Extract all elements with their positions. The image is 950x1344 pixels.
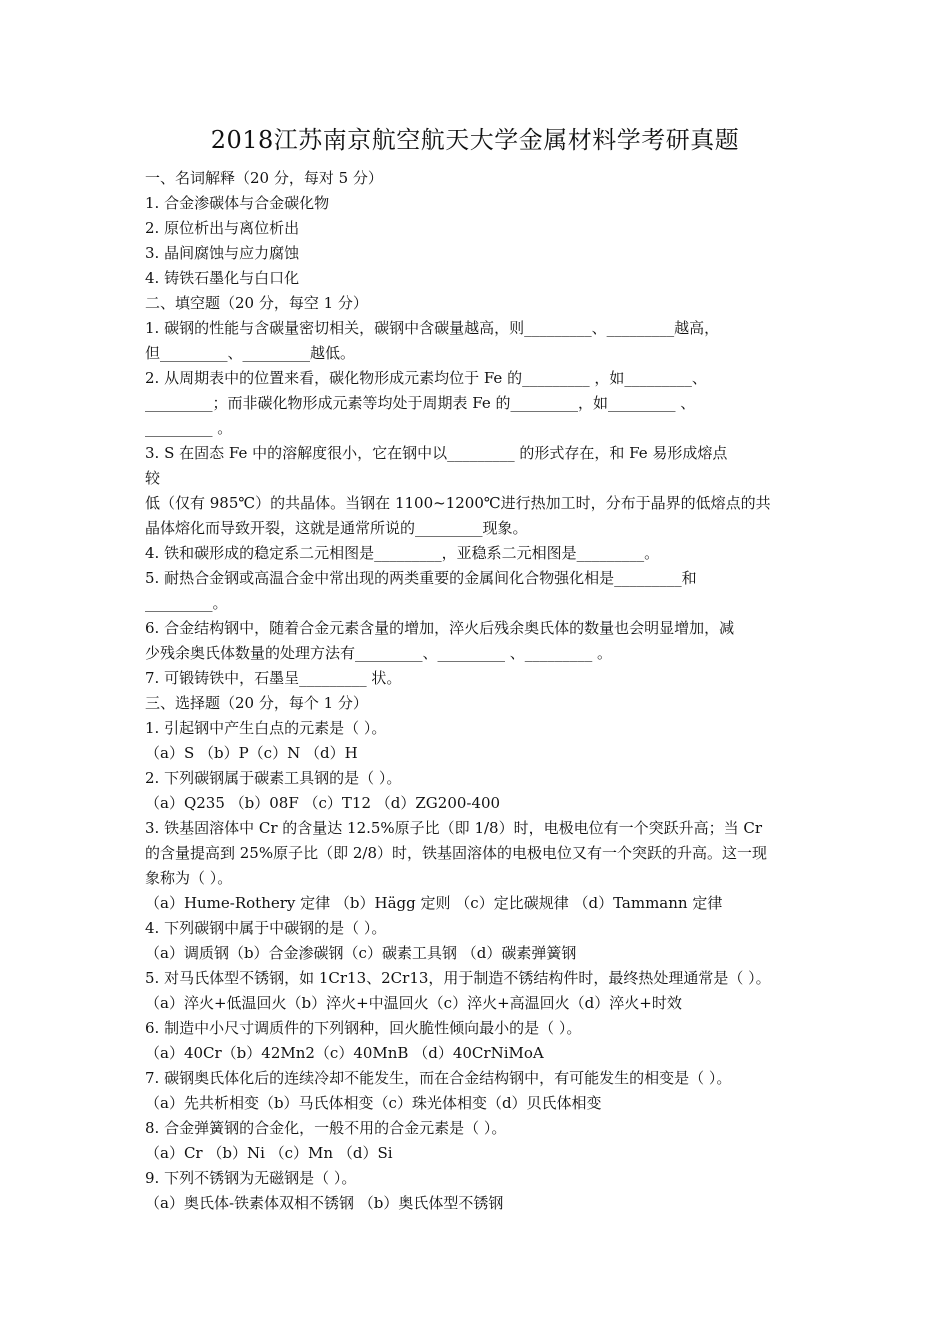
text-line: 4. 铁和碳形成的稳定系二元相图是_________，亚稳系二元相图是_________。: [145, 544, 660, 562]
text-line: （a）Hume-Rothery 定律 （b）Hägg 定则 （c）定比碳规律 （d）Tammann 定律: [145, 894, 723, 912]
text-line: 一、名词解释（20 分，每对 5 分）: [145, 169, 383, 187]
text-line: （a）Q235 （b）08F （c）T12 （d）ZG200-400: [145, 794, 501, 812]
text-line: 7. 碳钢奥氏体化后的连续冷却不能发生，而在合金结构钢中，有可能发生的相变是（ ）。: [145, 1069, 732, 1087]
text-line: 1. 碳钢的性能与含碳量密切相关，碳钢中含碳量越高，则_________、_________越高，: [145, 319, 720, 337]
text-line: （a）调质钢（b）合金渗碳钢（c）碳素工具钢 （d）碳素弹簧钢: [145, 944, 577, 962]
text-line: 5. 对马氏体型不锈钢，如 1Cr13、2Cr13，用于制造不锈结构件时，最终热处理通常是（ ）。: [145, 969, 771, 987]
text-line: 6. 制造中小尺寸调质件的下列钢种，回火脆性倾向最小的是（ ）。: [145, 1019, 582, 1037]
text-line: 4. 铸铁石墨化与白口化: [145, 269, 300, 287]
text-line: （a）先共析相变（b）马氏体相变（c）珠光体相变（d）贝氏体相变: [145, 1094, 602, 1112]
text-line: _________；而非碳化物形成元素等均处于周期表 Fe 的_________，如_________ 、: [145, 394, 696, 412]
text-line: 3. 晶间腐蚀与应力腐蚀: [145, 244, 300, 262]
text-line: 的含量提高到 25%原子比（即 2/8）时，铁基固溶体的电极电位又有一个突跃的升高。这一现: [145, 844, 768, 862]
text-line: 7. 可锻铸铁中，石墨呈_________ 状。: [145, 669, 402, 687]
text-line: _________ 。: [145, 419, 233, 437]
text-line: 3. S 在固态 Fe 中的溶解度很小，它在钢中以_________ 的形式存在，和 Fe 易形成熔点: [145, 444, 728, 462]
document-body: [145, 166, 815, 1216]
text-line: 少残余奥氏体数量的处理方法有_________、_________ 、_________ 。: [145, 644, 613, 662]
text-line: 晶体熔化而导致开裂，这就是通常所说的_________现象。: [145, 519, 528, 537]
text-line: _________。: [145, 594, 228, 612]
text-line: 2. 下列碳钢属于碳素工具钢的是（ ）。: [145, 769, 402, 787]
text-line: 较: [145, 469, 161, 487]
text-line: 象称为（ ）。: [145, 869, 233, 887]
text-line: （a）S （b）P（c）N （d）H: [145, 744, 358, 762]
text-line: 1. 引起钢中产生白点的元素是（ ）。: [145, 719, 387, 737]
text-line: 三、选择题（20 分，每个 1 分）: [145, 694, 368, 712]
text-line: 5. 耐热合金钢或高温合金中常出现的两类重要的金属间化合物强化相是_________和: [145, 569, 697, 587]
text-line: 二、填空题（20 分，每空 1 分）: [145, 294, 368, 312]
text-line: （a）淬火+低温回火（b）淬火+中温回火（c）淬火+高温回火（d）淬火+时效: [145, 994, 682, 1012]
text-line: （a）Cr （b）Ni （c）Mn （d）Si: [145, 1144, 393, 1162]
text-line: （a）奥氏体-铁素体双相不锈钢 （b）奥氏体型不锈钢: [145, 1194, 504, 1212]
text-line: 1. 合金渗碳体与合金碳化物: [145, 194, 330, 212]
text-line: （a）40Cr（b）42Mn2（c）40MnB （d）40CrNiMoA: [145, 1044, 544, 1062]
text-line: 低（仅有 985℃）的共晶体。当钢在 1100~1200℃进行热加工时，分布于晶界的低熔点的共: [145, 494, 771, 512]
text-line: 2. 从周期表中的位置来看，碳化物形成元素均位于 Fe 的_________ ，如_________、: [145, 369, 707, 387]
text-line: 8. 合金弹簧钢的合金化，一般不用的合金元素是（ ）。: [145, 1119, 507, 1137]
text-line: 9. 下列不锈钢为无磁钢是（ ）。: [145, 1169, 357, 1187]
text-line: 6. 合金结构钢中，随着合金元素含量的增加，淬火后残余奥氏体的数量也会明显增加，减: [145, 619, 735, 637]
text-line: 4. 下列碳钢中属于中碳钢的是（ ）。: [145, 919, 387, 937]
document-title: 2018江苏南京航空航天大学金属材料学考研真题: [210, 126, 740, 154]
text-line: 3. 铁基固溶体中 Cr 的含量达 12.5%原子比（即 1/8）时，电极电位有一个突跃升高；当 Cr: [145, 819, 763, 837]
text-line: 但_________、_________越低。: [145, 344, 356, 362]
text-line: 2. 原位析出与离位析出: [145, 219, 300, 237]
